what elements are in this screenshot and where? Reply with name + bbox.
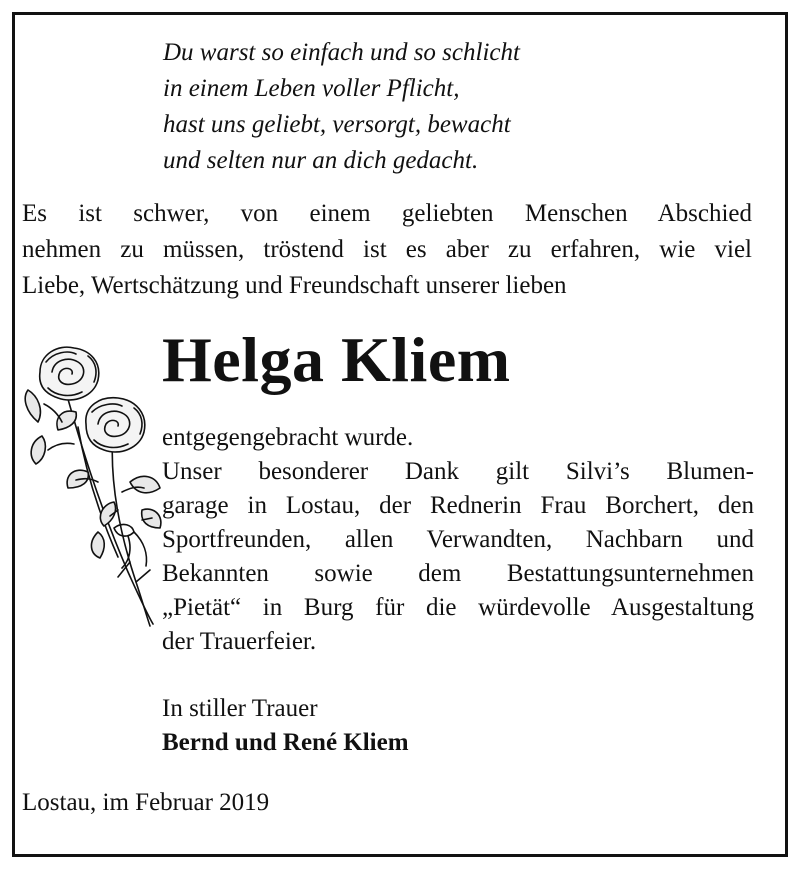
memorial-poem — [163, 35, 520, 179]
poem-line: in einem Leben voller Pflicht, — [163, 75, 460, 102]
thanks-paragraph — [162, 421, 754, 659]
thanks-line: garage in Lostau, der Rednerin Frau Borchert, den — [162, 492, 754, 519]
thanks-line: Unser besonderer Dank gilt Silvi’s Blumen- — [162, 458, 754, 485]
thanks-line: „Pietät“ in Burg für die würdevolle Ausgestaltung — [162, 594, 754, 621]
intro-line: Es ist schwer, von einem geliebten Menschen Abschied — [22, 200, 752, 227]
mourning-heading: In stiller Trauer — [162, 695, 318, 722]
poem-line: hast uns geliebt, versorgt, bewacht — [163, 111, 511, 138]
place-and-date: Lostau, im Februar 2019 — [22, 789, 270, 816]
thanks-line: entgegengebracht wurde. — [162, 424, 414, 451]
mourners-block — [162, 692, 409, 760]
thanks-line: Sportfreunden, allen Verwandten, Nachbarn und — [162, 526, 754, 553]
thanks-line: der Trauerfeier. — [162, 628, 317, 655]
intro-line: nehmen zu müssen, tröstend ist es aber zu erfahren, wie viel — [22, 236, 752, 263]
poem-line: Du warst so einfach und so schlicht — [163, 39, 520, 66]
intro-paragraph — [22, 196, 752, 304]
poem-line: und selten nur an dich gedacht. — [163, 147, 479, 174]
roses-icon — [18, 332, 168, 632]
intro-line: Liebe, Wertschätzung und Freundschaft unserer lieben — [22, 272, 567, 299]
mourner-names: Bernd und René Kliem — [162, 729, 409, 756]
deceased-name: Helga Kliem — [162, 324, 511, 395]
thanks-line: Bekannten sowie dem Bestattungsunternehmen — [162, 560, 754, 587]
